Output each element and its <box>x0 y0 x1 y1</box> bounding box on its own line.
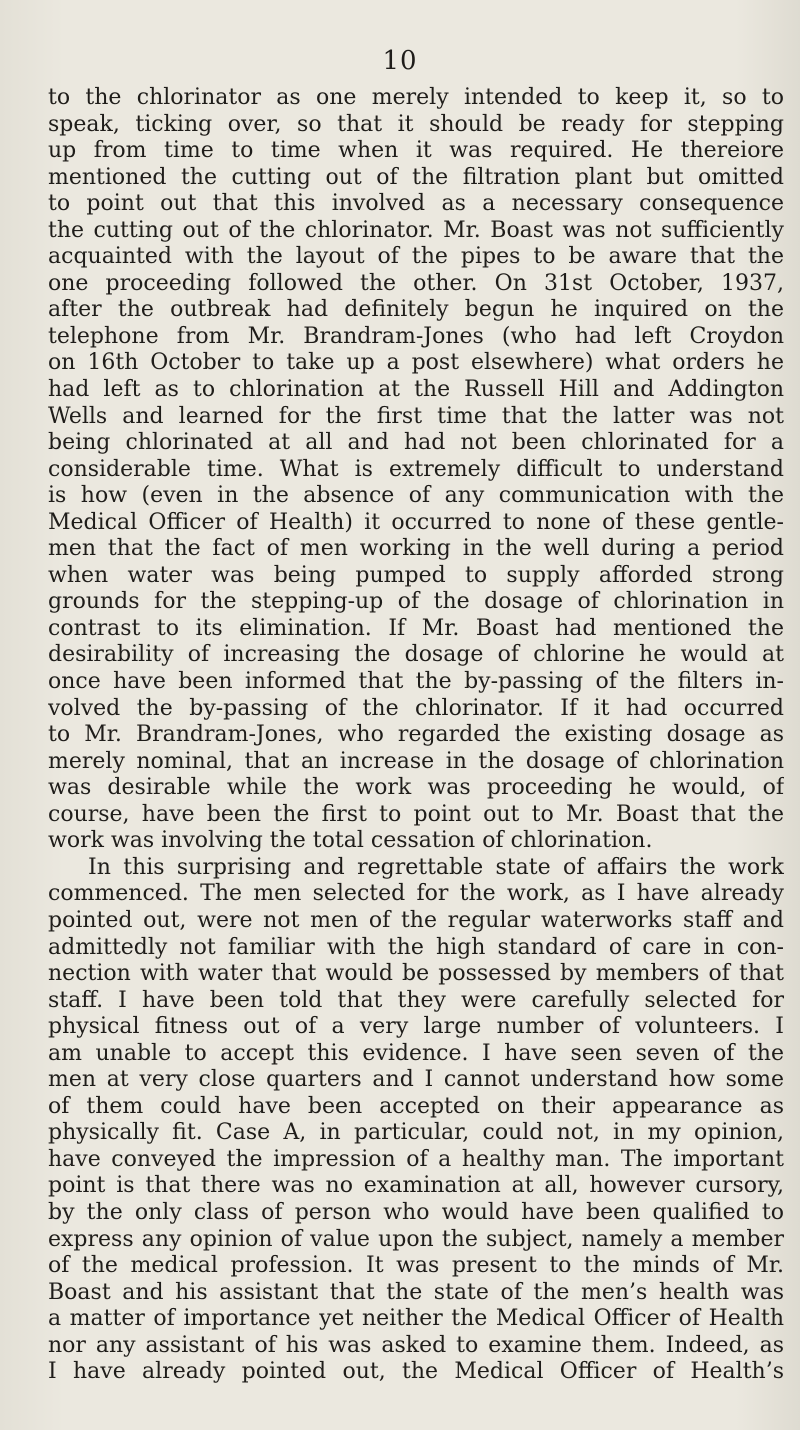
text-line: to the chlorinator as one merely intended to keep it, so to <box>48 85 784 110</box>
text-line: merely nominal, that an increase in the dosage of chlorination <box>48 748 784 774</box>
text-line: when water was being pumped to supply afforded strong <box>48 562 784 588</box>
text-line: Medical Officer of Health) it occurred to none of these gentle- <box>48 509 784 535</box>
text-line: staff. I have been told that they were carefully selected for <box>48 987 784 1013</box>
text-line: one proceeding followed the other. On 31st October, 1937, <box>48 270 784 296</box>
text-line: to Mr. Brandram-Jones, who regarded the existing dosage as <box>48 722 784 748</box>
text-line: after the outbreak had definitely begun he inquired on the <box>48 297 784 323</box>
text-line: had left as to chlorination at the Russell Hill and Addington <box>48 377 784 403</box>
text-line: contrast to its elimination. If Mr. Boast had mentioned the <box>48 615 784 641</box>
text-line: desirability of increasing the dosage of chlorine he would at <box>48 642 784 668</box>
text-line: In this surprising and regrettable state of affairs the work <box>88 854 784 880</box>
text-line: nection with water that would be possessed by members of that <box>48 961 784 987</box>
text-line: express any opinion of value upon the subject, namely a member <box>48 1226 784 1252</box>
text-line: men that the fact of men working in the well during a period <box>48 536 784 562</box>
text-line: physically fit. Case A, in particular, could not, in my opinion, <box>48 1120 784 1146</box>
text-line: Wells and learned for the first time that the latter was not <box>48 403 784 429</box>
text-line: on 16th October to take up a post elsewhere) what orders he <box>48 350 784 376</box>
text-line: pointed out, were not men of the regular waterworks staff and <box>48 907 784 933</box>
text-line: was desirable while the work was proceeding he would, of <box>48 775 784 801</box>
text-line: Boast and his assistant that the state of the men’s health was <box>48 1279 784 1305</box>
text-line: men at very close quarters and I cannot understand how some <box>48 1067 784 1093</box>
text-line: speak, ticking over, so that it should be ready for stepping <box>48 111 784 137</box>
text-line: nor any assistant of his was asked to examine them. Indeed, as <box>48 1332 784 1358</box>
text-line: up from time to time when it was required. He thereiore <box>48 138 784 164</box>
text-line: volved the by-passing of the chlorinator. If it had occurred <box>48 695 784 721</box>
text-line: acquainted with the layout of the pipes to be aware that the <box>48 244 784 270</box>
body-text <box>48 85 784 1386</box>
paragraph-1 <box>48 85 784 855</box>
text-line: of them could have been accepted on their appearance as <box>48 1093 784 1119</box>
text-line: a matter of importance yet neither the Medical Officer of Health <box>48 1306 784 1332</box>
text-line: physical fitness out of a very large number of volunteers. I <box>48 1014 784 1040</box>
text-line: have conveyed the impression of a healthy man. The important <box>48 1146 784 1172</box>
text-line: by the only class of person who would have been qualified to <box>48 1199 784 1225</box>
text-line: is how (even in the absence of any communication with the <box>48 483 784 509</box>
text-line: telephone from Mr. Brandram-Jones (who had left Croydon <box>48 323 784 349</box>
text-line: I have already pointed out, the Medical Officer of Health’s <box>48 1359 784 1385</box>
text-line: considerable time. What is extremely difficult to understand <box>48 456 784 482</box>
text-line: mentioned the cutting out of the filtration plant but omitted <box>48 164 784 190</box>
text-line: grounds for the stepping-up of the dosage of chlorination in <box>48 589 784 615</box>
paragraph-2 <box>48 855 784 1386</box>
text-line: being chlorinated at all and had not been chlorinated for a <box>48 430 784 456</box>
text-line: work was involving the total cessation of chlorination. <box>48 828 653 854</box>
text-line: admittedly not familiar with the high standard of care in con- <box>48 934 784 960</box>
page-number: 10 <box>382 46 418 76</box>
text-line: course, have been the first to point out to Mr. Boast that the <box>48 801 784 827</box>
text-line: point is that there was no examination at all, however cursory, <box>48 1173 784 1199</box>
text-line: of the medical profession. It was present to the minds of Mr. <box>48 1253 784 1279</box>
text-line: once have been informed that the by-passing of the filters in- <box>48 669 784 695</box>
text-line: am unable to accept this evidence. I have seen seven of the <box>48 1040 784 1066</box>
text-line: to point out that this involved as a necessary consequence <box>48 191 784 217</box>
text-line: the cutting out of the chlorinator. Mr. Boast was not sufficiently <box>48 217 784 243</box>
text-line: commenced. The men selected for the work, as I have already <box>48 881 784 907</box>
